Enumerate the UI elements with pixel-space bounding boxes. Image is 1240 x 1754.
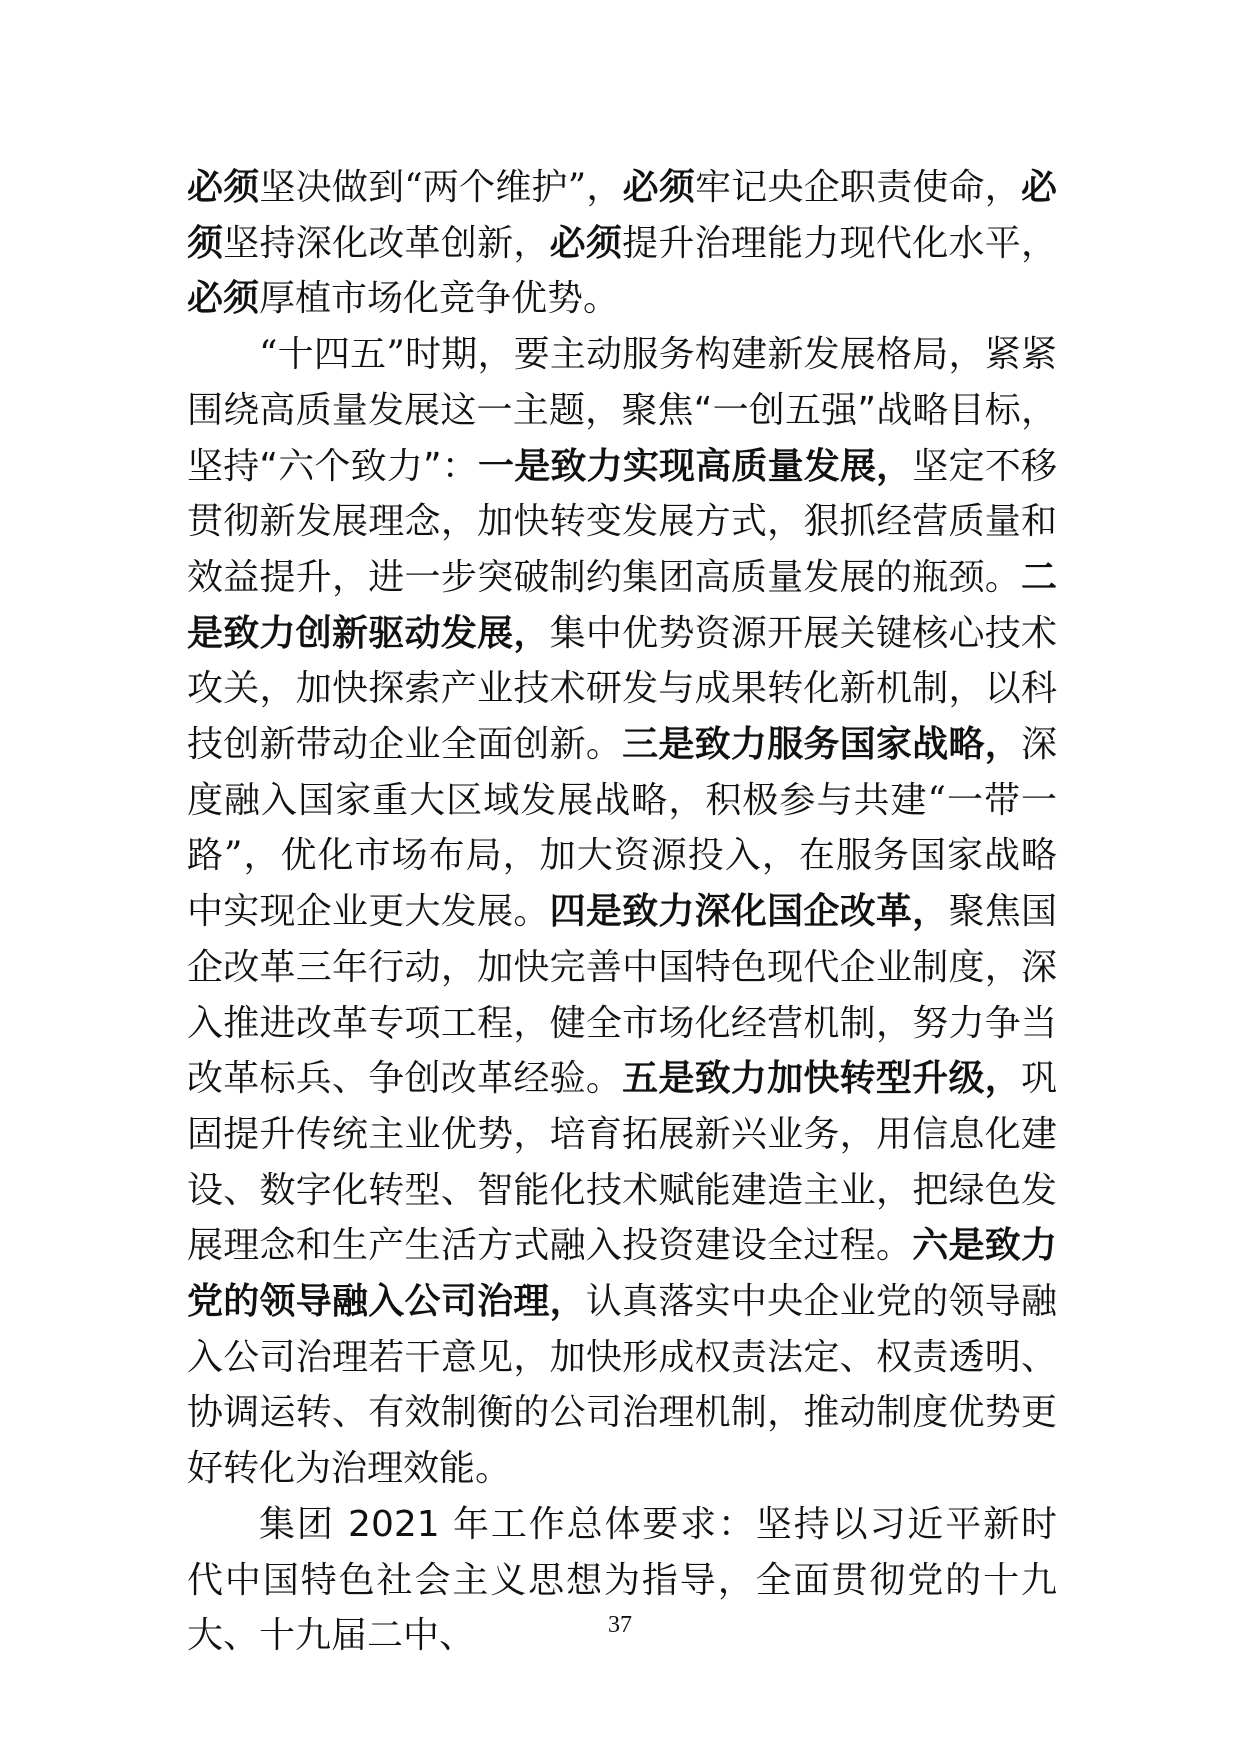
text-run: 坚定不移贯彻新发展理念，加快转变发展方式，狠抓经营质量和效益提升，进一步突破制约集团高质量发展的瓶颈。	[187, 445, 1057, 598]
text-run: 厚植市场化竞争优势。	[259, 278, 620, 320]
text-run: 认真落实中央企业党的领导融入公司治理若干意见，加快形成权责法定、权责透明、协调运转、有效制衡的公司治理机制，推动制度优势更好转化为治理效能。	[187, 1281, 1057, 1490]
bold-phrase: 六是致力党的领导融入公司治理，	[187, 1225, 1057, 1323]
text-run: 集中优势资源开展关键核心技术攻关，加快探索产业技术研发与成果转化新机制，以科技创新带动企业全面创新。	[187, 612, 1057, 766]
text-run: 提升治理能力现代化水平，	[622, 222, 1057, 264]
bold-phrase: 必须	[549, 222, 623, 264]
text-run: “十四五”时期，要主动服务构建新发展格局，紧紧围绕	[187, 334, 1057, 431]
paragraph-2	[187, 327, 1057, 1497]
text-run: 深度融入国家重大区域发展战略，积极参与共建“一带一路”，优化市场布局，加大资源投入，在服务国家战略中实现企业更大发展。	[187, 724, 1057, 933]
bold-phrase: 必须	[187, 167, 260, 208]
text-run: 聚焦国企改革三年行动，加快完善中国特色现代企业制度，深入推进改革专项工程，健全市场化经营机制，努力争当改革标兵、争创改革经验。	[187, 891, 1057, 1100]
bold-phrase: 必须	[622, 167, 696, 208]
paragraph-1	[187, 160, 1057, 327]
bold-phrase: 必须	[187, 278, 260, 320]
bold-phrase: 二是致力创新驱动发展，	[187, 556, 1057, 654]
bold-phrase: 三是致力服务国家战略，	[622, 724, 1021, 766]
text-run: 高质量发展这一主题，聚焦“一创五强”战略目标，坚持“六个致力”：	[187, 389, 1057, 487]
text-run: 特色社会主义思想为指导，全面贯彻党的十九大、十九届二中、	[187, 1559, 1057, 1657]
text-run: 牢记央企职责使命，	[695, 167, 1021, 208]
bold-phrase: 必须	[187, 167, 1057, 264]
text-run: 巩固提升传统主业优势，培育拓展新兴业务，用信息化建设、数字化转型、智能化技术赋能建造主业，把绿色发展理念和生产生活方式融入投资建设全过程。	[187, 1058, 1057, 1267]
text-run: 集团 2021 年工作总体要求：坚持以习近平新时代中国	[187, 1503, 1057, 1601]
bold-phrase: 一是致力实现高质量发展，	[478, 445, 913, 487]
text-run: 坚持深化改革创新，	[223, 222, 550, 264]
body-text	[187, 160, 1057, 1664]
page-number: 37	[608, 1612, 632, 1638]
bold-phrase: 四是致力深化国企改革，	[549, 891, 949, 933]
text-run: 坚决做到“两个维护”，	[259, 167, 623, 208]
bold-phrase: 五是致力加快转型升级，	[622, 1058, 1021, 1100]
